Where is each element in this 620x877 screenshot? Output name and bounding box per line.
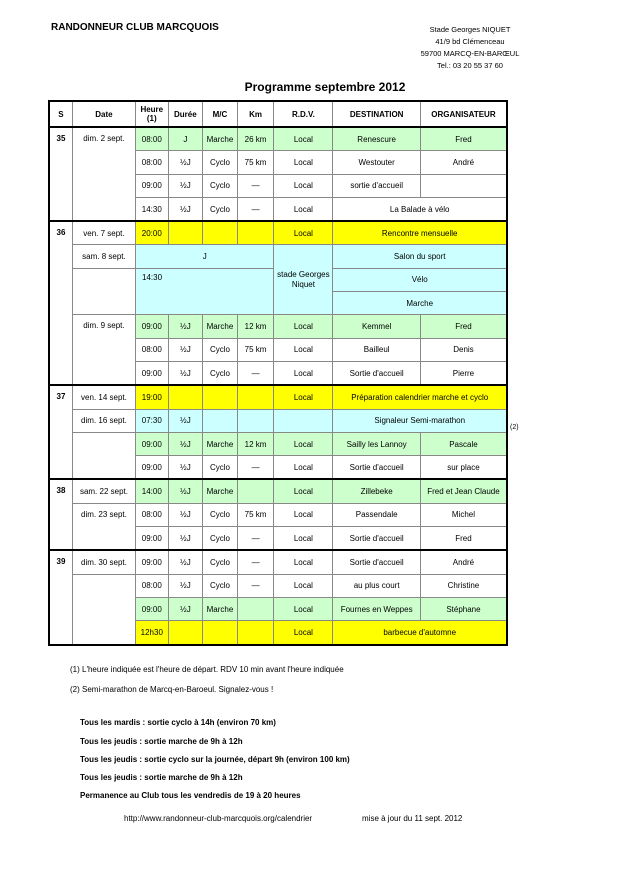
cell-organizer: Pascale	[420, 432, 507, 455]
event-date: dim. 9 sept.	[72, 315, 135, 385]
cell-duration: ½J	[168, 503, 203, 526]
table-row	[49, 385, 507, 409]
cell-organizer: Fred et Jean Claude	[420, 479, 507, 503]
cell-rdv: Local	[274, 527, 333, 551]
cell-duration: ½J	[168, 361, 203, 385]
cell-organizer: André	[420, 550, 507, 574]
cell-destination: au plus court	[333, 574, 421, 597]
cell-rdv: Local	[274, 127, 333, 151]
cell-type	[203, 385, 238, 409]
cell-duration: ½J	[168, 409, 203, 432]
cell-type	[203, 221, 238, 245]
event-date: ven. 14 sept.	[72, 385, 135, 409]
cell-time: 09:00	[136, 432, 169, 455]
cell-organizer: sur place	[420, 456, 507, 480]
table-row	[49, 479, 507, 503]
website-link[interactable]: http://www.randonneur-club-marcquois.org/calendrier	[124, 814, 313, 823]
cell-time: 08:00	[136, 338, 169, 361]
cell-duration	[168, 621, 203, 645]
phone-line: Tel.: 03 20 55 37 60	[437, 61, 503, 70]
cell-rdv: Local	[274, 151, 333, 174]
cell-rdv: Local	[274, 503, 333, 526]
cell-destination: Fournes en Weppes	[333, 597, 421, 620]
cell-duration	[168, 221, 203, 245]
cell-type: Marche	[203, 597, 238, 620]
col-header-date: Date	[72, 101, 135, 127]
cell-type: Cyclo	[203, 574, 238, 597]
cell-rdv: Local	[274, 174, 333, 197]
cell-organizer: Michel	[420, 503, 507, 526]
weekly-item: Tous les jeudis : sortie marche de 9h à 12h	[80, 773, 243, 782]
cell-time: 09:00	[136, 315, 169, 338]
event-date: dim. 30 sept.	[72, 550, 135, 574]
cell-time: 20:00	[136, 221, 169, 245]
cell-km	[237, 597, 274, 620]
cell-type: Cyclo	[203, 174, 238, 197]
address-line: 59700 MARCQ-EN-BARŒUL	[420, 49, 520, 58]
cell-destination: Westouter	[333, 151, 421, 174]
cell-duration: ½J	[168, 197, 203, 221]
cell-km: —	[237, 574, 274, 597]
cell-rdv: stade Georges Niquet	[274, 245, 333, 315]
event-date: dim. 2 sept.	[72, 127, 135, 221]
cell-destination: Zillebeke	[333, 479, 421, 503]
week-number: 37	[49, 385, 72, 479]
col-header-type: M/C	[203, 101, 238, 127]
cell-km: 75 km	[237, 338, 274, 361]
cell-rdv: Local	[274, 338, 333, 361]
table-row	[49, 315, 507, 338]
cell-time: 08:00	[136, 503, 169, 526]
col-header-rdv: R.D.V.	[274, 101, 333, 127]
cell-type: Cyclo	[203, 338, 238, 361]
table-row	[49, 221, 507, 245]
cell-duration: J	[136, 245, 274, 268]
cell-duration: ½J	[168, 315, 203, 338]
cell-destination: Rencontre mensuelle	[333, 221, 507, 245]
table-row	[49, 550, 507, 574]
cell-rdv: Local	[274, 221, 333, 245]
cell-duration: ½J	[168, 456, 203, 480]
event-date	[72, 432, 135, 479]
cell-time: 08:00	[136, 127, 169, 151]
week-number: 38	[49, 479, 72, 550]
cell-time: 09:00	[136, 361, 169, 385]
cell-organizer: Stéphane	[420, 597, 507, 620]
table-row	[49, 127, 507, 151]
cell-km: —	[237, 456, 274, 480]
cell-organizer: André	[420, 151, 507, 174]
cell-rdv: Local	[274, 385, 333, 409]
cell-km: 75 km	[237, 503, 274, 526]
cell-rdv: Local	[274, 456, 333, 480]
cell-rdv: Local	[274, 597, 333, 620]
cell-destination: Signaleur Semi-marathon	[333, 409, 507, 432]
cell-time: 14:30	[136, 268, 274, 315]
weekly-item: Permanence au Club tous les vendredis de 19 à 20 heures	[80, 791, 301, 800]
cell-destination: Vélo	[333, 268, 507, 291]
col-header-organizer: ORGANISATEUR	[420, 101, 507, 127]
event-date: sam. 22 sept.	[72, 479, 135, 503]
cell-time: 08:00	[136, 574, 169, 597]
cell-organizer: Christine	[420, 574, 507, 597]
table-header-row	[49, 101, 507, 127]
col-header-time: Heure (1)	[136, 101, 169, 127]
table-row	[49, 503, 507, 526]
cell-organizer: Pierre	[420, 361, 507, 385]
cell-destination: sortie d'accueil	[333, 174, 421, 197]
cell-destination: Passendale	[333, 503, 421, 526]
cell-rdv: Local	[274, 432, 333, 455]
cell-organizer: Denis	[420, 338, 507, 361]
event-date: dim. 23 sept.	[72, 503, 135, 550]
cell-type: Marche	[203, 127, 238, 151]
cell-km: 26 km	[237, 127, 274, 151]
address-line: 41/9 bd Clémenceau	[435, 37, 505, 46]
cell-time: 14:00	[136, 479, 169, 503]
cell-time: 09:00	[136, 456, 169, 480]
cell-organizer	[420, 174, 507, 197]
cell-destination: Bailleul	[333, 338, 421, 361]
cell-rdv	[274, 409, 333, 432]
cell-destination: Sortie d'accueil	[333, 456, 421, 480]
cell-rdv: Local	[274, 550, 333, 574]
cell-type: Cyclo	[203, 456, 238, 480]
cell-time: 09:00	[136, 597, 169, 620]
cell-km: —	[237, 550, 274, 574]
col-header-duration: Durée	[168, 101, 203, 127]
cell-type: Marche	[203, 432, 238, 455]
cell-rdv: Local	[274, 621, 333, 645]
programme-table	[48, 100, 508, 646]
cell-destination: Sortie d'accueil	[333, 527, 421, 551]
cell-km	[237, 221, 274, 245]
club-address	[380, 24, 560, 72]
event-date: dim. 16 sept.	[72, 409, 135, 432]
cell-duration: ½J	[168, 479, 203, 503]
cell-km	[237, 385, 274, 409]
event-date: sam. 8 sept.	[72, 245, 135, 268]
cell-type: Cyclo	[203, 550, 238, 574]
cell-organizer: Fred	[420, 127, 507, 151]
cell-km: 12 km	[237, 432, 274, 455]
week-number: 39	[49, 550, 72, 644]
cell-destination: Sortie d'accueil	[333, 361, 421, 385]
cell-km	[237, 621, 274, 645]
cell-duration: ½J	[168, 550, 203, 574]
cell-type: Cyclo	[203, 527, 238, 551]
cell-duration: J	[168, 127, 203, 151]
cell-time: 08:00	[136, 151, 169, 174]
cell-rdv: Local	[274, 574, 333, 597]
cell-time: 19:00	[136, 385, 169, 409]
cell-time: 07:30	[136, 409, 169, 432]
cell-time: 09:00	[136, 174, 169, 197]
week-number: 35	[49, 127, 72, 221]
cell-duration: ½J	[168, 574, 203, 597]
cell-time: 09:00	[136, 550, 169, 574]
cell-time: 12h30	[136, 621, 169, 645]
cell-organizer: Fred	[420, 527, 507, 551]
weekly-item: Tous les jeudis : sortie cyclo sur la journée, départ 9h (environ 100 km)	[80, 755, 350, 764]
cell-km: 75 km	[237, 151, 274, 174]
cell-rdv: Local	[274, 197, 333, 221]
col-header-km: Km	[237, 101, 274, 127]
cell-rdv: Local	[274, 361, 333, 385]
cell-duration: ½J	[168, 151, 203, 174]
cell-duration: ½J	[168, 338, 203, 361]
table-row	[49, 409, 507, 432]
cell-time: 09:00	[136, 527, 169, 551]
cell-type: Cyclo	[203, 197, 238, 221]
cell-type	[203, 621, 238, 645]
cell-type: Marche	[203, 479, 238, 503]
col-header-destination: DESTINATION	[333, 101, 421, 127]
cell-km: —	[237, 197, 274, 221]
table-row	[49, 432, 507, 455]
cell-duration	[168, 385, 203, 409]
weekly-item: Tous les jeudis : sortie marche de 9h à 12h	[80, 737, 243, 746]
cell-destination: La Balade à vélo	[333, 197, 507, 221]
cell-destination: Kemmel	[333, 315, 421, 338]
week-number: 36	[49, 221, 72, 385]
cell-km: 12 km	[237, 315, 274, 338]
cell-destination: Sortie d'accueil	[333, 550, 421, 574]
cell-organizer: Fred	[420, 315, 507, 338]
table-row	[49, 574, 507, 597]
cell-destination: barbecue d'automne	[333, 621, 507, 645]
cell-destination: Renescure	[333, 127, 421, 151]
cell-km	[237, 409, 274, 432]
club-name: RANDONNEUR CLUB MARCQUOIS	[51, 22, 219, 33]
weekly-item: Tous les mardis : sortie cyclo à 14h (environ 70 km)	[80, 718, 276, 727]
cell-km: —	[237, 527, 274, 551]
footnote-2: (2) Semi-marathon de Marcq-en-Baroeul. Signalez-vous !	[70, 685, 274, 694]
cell-type: Cyclo	[203, 151, 238, 174]
cell-destination: Sailly les Lannoy	[333, 432, 421, 455]
cell-destination: Marche	[333, 292, 507, 315]
cell-type: Cyclo	[203, 361, 238, 385]
cell-km: —	[237, 361, 274, 385]
update-date: mise à jour du 11 sept. 2012	[362, 814, 463, 823]
cell-time: 14:30	[136, 197, 169, 221]
footnote-1: (1) L'heure indiquée est l'heure de départ. RDV 10 min avant l'heure indiquée	[70, 665, 344, 674]
cell-destination: Salon du sport	[333, 245, 507, 268]
col-header-week: S	[49, 101, 72, 127]
table-row	[49, 245, 507, 268]
page-title: Programme septembre 2012	[244, 80, 406, 94]
cell-duration: ½J	[168, 527, 203, 551]
cell-km	[237, 479, 274, 503]
event-date	[72, 268, 135, 315]
event-date: ven. 7 sept.	[72, 221, 135, 245]
cell-duration: ½J	[168, 174, 203, 197]
cell-duration: ½J	[168, 432, 203, 455]
cell-km: —	[237, 174, 274, 197]
cell-rdv: Local	[274, 479, 333, 503]
footnote-marker: (2)	[510, 424, 519, 431]
address-line: Stade Georges NIQUET	[429, 25, 511, 34]
event-date	[72, 574, 135, 644]
cell-duration: ½J	[168, 597, 203, 620]
cell-destination: Préparation calendrier marche et cyclo	[333, 385, 507, 409]
cell-type: Marche	[203, 315, 238, 338]
cell-type	[203, 409, 238, 432]
cell-rdv: Local	[274, 315, 333, 338]
cell-type: Cyclo	[203, 503, 238, 526]
